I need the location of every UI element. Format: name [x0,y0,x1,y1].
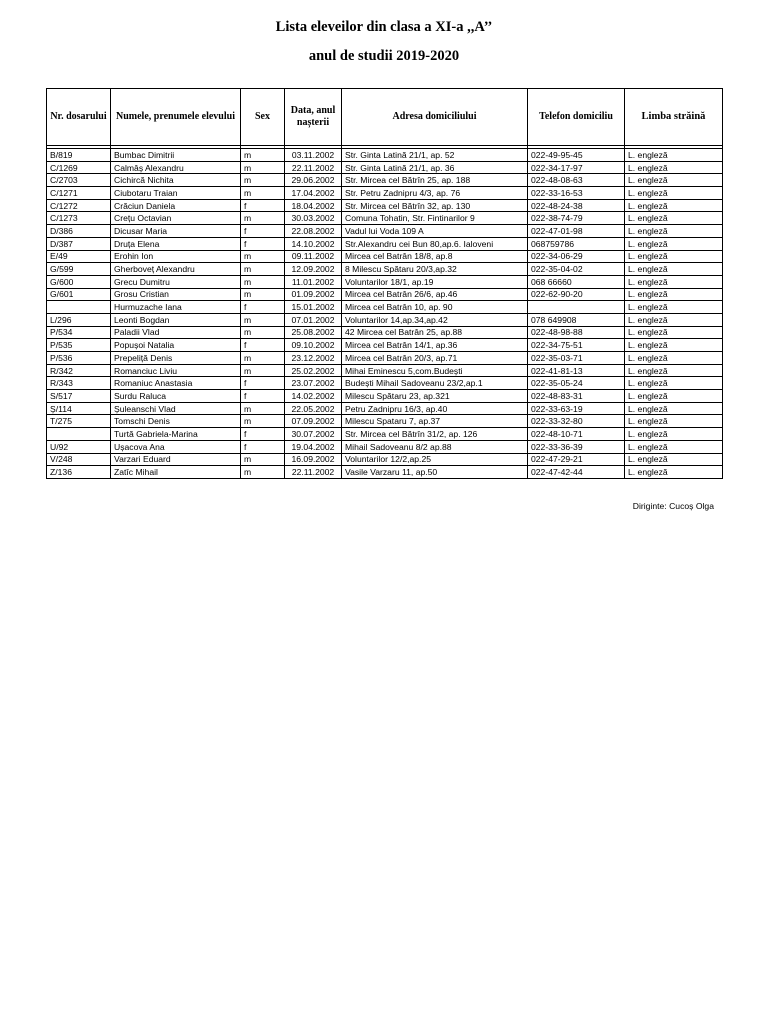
cell-birth-date: 18.04.2002 [285,199,342,212]
cell-address: 42 Mircea cel Batrân 25, ap.88 [342,326,528,339]
cell-birth-date: 19.04.2002 [285,440,342,453]
cell-address: Mihail Sadoveanu 8/2 ap.88 [342,440,528,453]
cell-birth-date: 07.09.2002 [285,415,342,428]
cell-address: Str. Mircea cel Bătrîn 31/2, ap. 126 [342,428,528,441]
table-row [47,339,723,352]
cell-name: Hurmuzache Iana [111,301,241,314]
table-row [47,149,723,162]
cell-name: Grecu Dumitru [111,275,241,288]
cell-file-number: U/92 [47,440,111,453]
cell-file-number: C/1272 [47,199,111,212]
cell-file-number: Ș/114 [47,402,111,415]
cell-phone [528,301,625,314]
cell-address: Mircea cel Batrân 26/6, ap.46 [342,288,528,301]
cell-birth-date: 09.10.2002 [285,339,342,352]
cell-foreign-language: L. engleză [625,199,723,212]
cell-foreign-language: L. engleză [625,415,723,428]
cell-file-number: C/1271 [47,187,111,200]
cell-phone: 068759786 [528,237,625,250]
cell-address: Mircea cel Batrân 20/3, ap.71 [342,352,528,365]
table-row [47,212,723,225]
cell-birth-date: 22.11.2002 [285,466,342,479]
cell-file-number: G/599 [47,263,111,276]
cell-sex: m [241,326,285,339]
cell-foreign-language: L. engleză [625,237,723,250]
cell-name: Ușacova Ana [111,440,241,453]
table-row [47,326,723,339]
table-row [47,263,723,276]
cell-name: Grosu Cristian [111,288,241,301]
table-body [47,149,723,479]
table-row [47,313,723,326]
cell-address: Str. Petru Zadnipru 4/3, ap. 76 [342,187,528,200]
cell-phone: 068 66660 [528,275,625,288]
cell-birth-date: 09.11.2002 [285,250,342,263]
cell-birth-date: 30.07.2002 [285,428,342,441]
cell-name: Tomschi Denis [111,415,241,428]
cell-birth-date: 30.03.2002 [285,212,342,225]
table-row [47,440,723,453]
cell-address: Vasile Varzaru 11, ap.50 [342,466,528,479]
cell-foreign-language: L. engleză [625,453,723,466]
cell-birth-date: 11.01.2002 [285,275,342,288]
cell-foreign-language: L. engleză [625,326,723,339]
cell-name: Cichircă Nichita [111,174,241,187]
cell-foreign-language: L. engleză [625,174,723,187]
cell-name: Crețu Octavian [111,212,241,225]
cell-birth-date: 16.09.2002 [285,453,342,466]
cell-address: Mihai Eminescu 5,com.Budești [342,364,528,377]
table-row [47,199,723,212]
cell-foreign-language: L. engleză [625,149,723,162]
table-row [47,377,723,390]
cell-file-number: L/296 [47,313,111,326]
cell-name: Bumbac Dimitrii [111,149,241,162]
column-header-file-number: Nr. dosarului [47,89,111,146]
cell-foreign-language: L. engleză [625,275,723,288]
cell-birth-date: 07.01.2002 [285,313,342,326]
table-row [47,428,723,441]
cell-sex: m [241,149,285,162]
cell-foreign-language: L. engleză [625,339,723,352]
cell-sex: f [241,301,285,314]
cell-foreign-language: L. engleză [625,313,723,326]
cell-file-number: P/535 [47,339,111,352]
cell-address: Str. Mircea cel Bătrîn 32, ap. 130 [342,199,528,212]
cell-foreign-language: L. engleză [625,428,723,441]
column-header-sex: Sex [241,89,285,146]
cell-sex: m [241,174,285,187]
cell-sex: m [241,187,285,200]
cell-sex: m [241,212,285,225]
cell-foreign-language: L. engleză [625,250,723,263]
cell-name: Popușoi Natalia [111,339,241,352]
cell-sex: m [241,415,285,428]
cell-foreign-language: L. engleză [625,466,723,479]
cell-foreign-language: L. engleză [625,377,723,390]
cell-file-number [47,301,111,314]
cell-birth-date: 15.01.2002 [285,301,342,314]
cell-sex: f [241,390,285,403]
cell-phone: 022-48-98-88 [528,326,625,339]
table-row [47,352,723,365]
table-row [47,161,723,174]
cell-foreign-language: L. engleză [625,212,723,225]
document-title: Lista eleveilor din clasa a XI-a ,,A’’ [275,19,493,35]
column-header-name: Numele, prenumele elevului [111,89,241,146]
cell-foreign-language: L. engleză [625,288,723,301]
cell-foreign-language: L. engleză [625,161,723,174]
cell-name: Leonti Bogdan [111,313,241,326]
cell-foreign-language: L. engleză [625,301,723,314]
cell-file-number: S/517 [47,390,111,403]
cell-file-number: E/49 [47,250,111,263]
cell-birth-date: 29.06.2002 [285,174,342,187]
cell-phone: 022-34-06-29 [528,250,625,263]
cell-phone: 022-33-63-19 [528,402,625,415]
cell-sex: m [241,313,285,326]
column-header-address: Adresa domiciliului [342,89,528,146]
cell-birth-date: 23.12.2002 [285,352,342,365]
table-row [47,237,723,250]
cell-phone: 022-48-83-31 [528,390,625,403]
cell-sex: f [241,225,285,238]
cell-phone: 022-48-24-38 [528,199,625,212]
cell-file-number: C/1269 [47,161,111,174]
cell-file-number: G/601 [47,288,111,301]
cell-name: Ciubotaru Traian [111,187,241,200]
cell-phone: 022-41-81-13 [528,364,625,377]
cell-phone: 022-49-95-45 [528,149,625,162]
document-subtitle: anul de studii 2019-2020 [308,48,460,64]
cell-name: Surdu Raluca [111,390,241,403]
cell-phone: 022-35-04-02 [528,263,625,276]
cell-foreign-language: L. engleză [625,225,723,238]
cell-phone: 078 649908 [528,313,625,326]
cell-name: Varzari Eduard [111,453,241,466]
cell-phone: 022-62-90-20 [528,288,625,301]
cell-sex: f [241,339,285,352]
cell-name: Prepeliță Denis [111,352,241,365]
cell-foreign-language: L. engleză [625,402,723,415]
cell-address: Milescu Spătaru 23, ap.321 [342,390,528,403]
cell-sex: m [241,402,285,415]
cell-address: Voluntarilor 12/2,ap.25 [342,453,528,466]
cell-address: Milescu Spataru 7, ap.37 [342,415,528,428]
table-row [47,301,723,314]
cell-address: Vadul lui Voda 109 A [342,225,528,238]
cell-foreign-language: L. engleză [625,390,723,403]
cell-address: Str. Ginta Latină 21/1, ap. 36 [342,161,528,174]
cell-sex: f [241,199,285,212]
cell-name: Turtă Gabriela-Marina [111,428,241,441]
student-table [46,88,723,479]
cell-name: Romanciuc Liviu [111,364,241,377]
cell-phone: 022-33-36-39 [528,440,625,453]
cell-address: Str. Mircea cel Bătrîn 25, ap. 188 [342,174,528,187]
cell-sex: m [241,288,285,301]
cell-phone: 022-34-17-97 [528,161,625,174]
cell-phone: 022-33-16-53 [528,187,625,200]
cell-address: Mircea cel Batrân 10, ap. 90 [342,301,528,314]
cell-address: Comuna Tohatin, Str. Fintinarilor 9 [342,212,528,225]
cell-name: Crăciun Daniela [111,199,241,212]
table-row [47,364,723,377]
cell-sex: m [241,275,285,288]
cell-sex: m [241,453,285,466]
cell-file-number: C/2703 [47,174,111,187]
cell-file-number: R/342 [47,364,111,377]
table-row [47,187,723,200]
cell-file-number: D/386 [47,225,111,238]
cell-birth-date: 25.02.2002 [285,364,342,377]
cell-birth-date: 03.11.2002 [285,149,342,162]
cell-phone: 022-35-03-71 [528,352,625,365]
table-row [47,288,723,301]
cell-address: Str. Ginta Latină 21/1, ap. 52 [342,149,528,162]
cell-foreign-language: L. engleză [625,187,723,200]
table-row [47,466,723,479]
cell-phone: 022-47-42-44 [528,466,625,479]
cell-phone: 022-48-10-71 [528,428,625,441]
table-row [47,250,723,263]
cell-file-number: C/1273 [47,212,111,225]
cell-foreign-language: L. engleză [625,263,723,276]
table-row [47,453,723,466]
cell-sex: f [241,237,285,250]
cell-birth-date: 01.09.2002 [285,288,342,301]
cell-birth-date: 22.11.2002 [285,161,342,174]
cell-sex: f [241,440,285,453]
cell-address: Budești Mihail Sadoveanu 23/2,ap.1 [342,377,528,390]
cell-file-number: P/536 [47,352,111,365]
cell-sex: m [241,466,285,479]
cell-foreign-language: L. engleză [625,440,723,453]
cell-file-number: P/534 [47,326,111,339]
cell-address: Voluntarilor 18/1, ap.19 [342,275,528,288]
cell-name: Romaniuc Anastasia [111,377,241,390]
cell-file-number: G/600 [47,275,111,288]
cell-name: Gherboveț Alexandru [111,263,241,276]
cell-file-number: V/248 [47,453,111,466]
cell-sex: f [241,428,285,441]
cell-birth-date: 22.05.2002 [285,402,342,415]
cell-phone: 022-34-75-51 [528,339,625,352]
cell-name: Druța Elena [111,237,241,250]
cell-sex: m [241,250,285,263]
cell-foreign-language: L. engleză [625,352,723,365]
column-header-foreign-language: Limba străină [625,89,723,146]
cell-file-number: T/275 [47,415,111,428]
cell-birth-date: 17.04.2002 [285,187,342,200]
cell-file-number: B/819 [47,149,111,162]
cell-birth-date: 23.07.2002 [285,377,342,390]
cell-sex: m [241,352,285,365]
table-row [47,402,723,415]
cell-sex: m [241,263,285,276]
column-header-phone: Telefon domiciliu [528,89,625,146]
table-row [47,390,723,403]
cell-address: Mircea cel Batrân 18/8, ap.8 [342,250,528,263]
cell-sex: m [241,161,285,174]
cell-phone: 022-47-29-21 [528,453,625,466]
cell-name: Erohin Ion [111,250,241,263]
cell-name: Zatîc Mihail [111,466,241,479]
table-row [47,174,723,187]
cell-phone: 022-48-08-63 [528,174,625,187]
cell-foreign-language: L. engleză [625,364,723,377]
cell-phone: 022-35-05-24 [528,377,625,390]
cell-name: Șuleanschi Vlad [111,402,241,415]
cell-file-number: R/343 [47,377,111,390]
cell-sex: m [241,364,285,377]
cell-address: 8 Milescu Spătaru 20/3,ap.32 [342,263,528,276]
cell-name: Dicusar Maria [111,225,241,238]
cell-birth-date: 14.10.2002 [285,237,342,250]
column-header-birth-date: Data, anul nașterii [285,89,342,146]
cell-address: Str.Alexandru cei Bun 80,ap.6. Ialoveni [342,237,528,250]
cell-birth-date: 25.08.2002 [285,326,342,339]
cell-name: Calmâș Alexandru [111,161,241,174]
cell-phone: 022-38-74-79 [528,212,625,225]
cell-file-number [47,428,111,441]
cell-birth-date: 22.08.2002 [285,225,342,238]
homeroom-teacher-signature: Diriginte: Cucoș Olga [632,501,714,511]
cell-address: Mircea cel Batrân 14/1, ap.36 [342,339,528,352]
cell-phone: 022-47-01-98 [528,225,625,238]
table-header-row [47,89,723,146]
cell-address: Petru Zadnipru 16/3, ap.40 [342,402,528,415]
cell-name: Paladii Vlad [111,326,241,339]
cell-phone: 022-33-32-80 [528,415,625,428]
table-row [47,415,723,428]
cell-birth-date: 14.02.2002 [285,390,342,403]
cell-birth-date: 12.09.2002 [285,263,342,276]
cell-file-number: D/387 [47,237,111,250]
cell-file-number: Z/136 [47,466,111,479]
table-row [47,275,723,288]
cell-sex: f [241,377,285,390]
cell-address: Voluntarilor 14,ap.34,ap.42 [342,313,528,326]
table-row [47,225,723,238]
